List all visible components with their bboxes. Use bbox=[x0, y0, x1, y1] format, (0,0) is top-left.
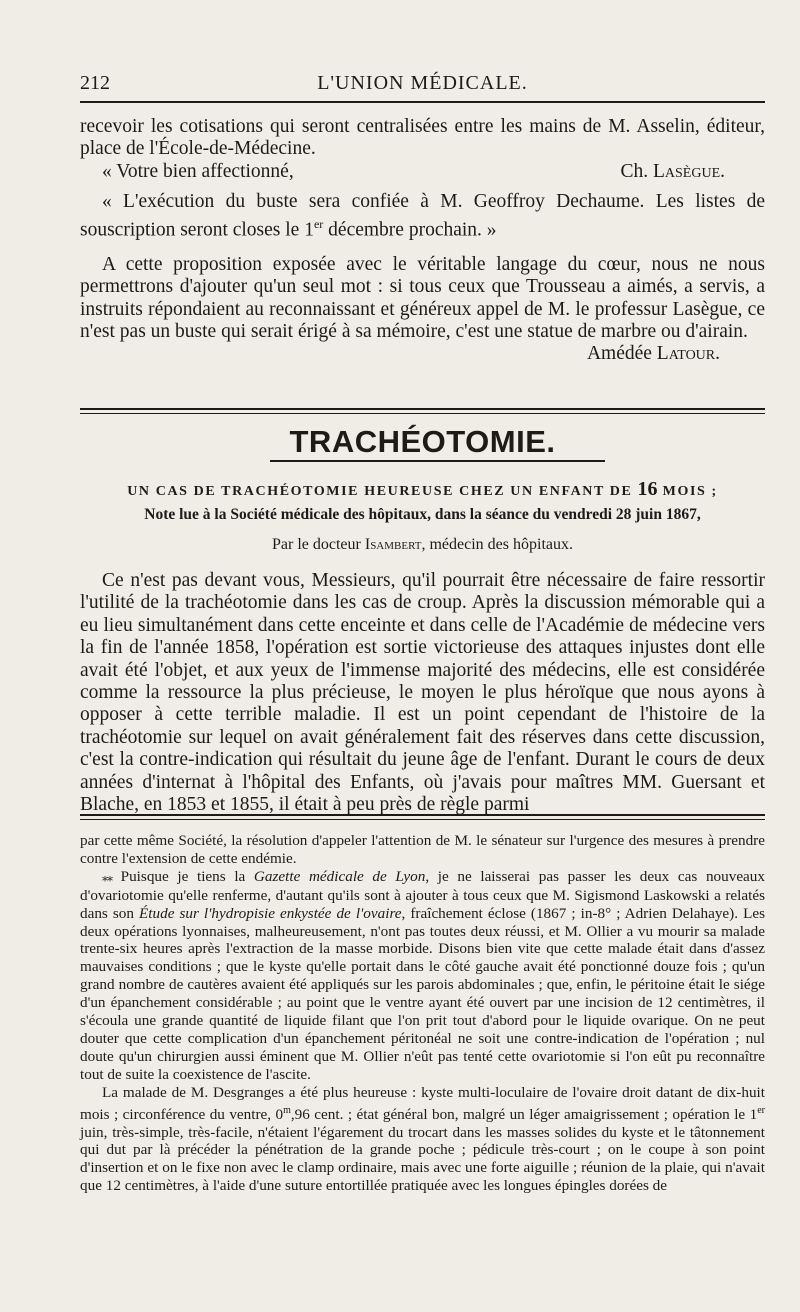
fn3-text-a: La malade de M. Desgranges a été plus heureuse : kyste multi-loculaire de l'ovaire droit datant de dix-huit mois ; circonférence du ventre, 0 bbox=[80, 1083, 765, 1123]
fn2-text-c: , fraîchement éclose (1867 ; in-8° ; Adrien Delahaye). Les deux opérations lyonnaises, malheureusement, n'ont pas toutes deux réussi, et M. Ollier a vu mourir sa malade trente-six heures après l'extraction de la masse morbide. Disons bien vite que cette malade était dans d'assez mauvaises conditions ; que le kyste qu'elle portait dans le côté gauche avait été ponctionné douze fois ; qu'un grand nombre de cautères avaient été appliqués sur les parois abdominales ; que, enfin, le péritoine était le siége d'un épanchement considérable ; au point que le ventre ayant été ouvert par une incision de 12 centimètres, il s'écoula une grande quantité de liquide filant que l'on prit tout d'abord pour le liquide ovarique. On ne peut douter que cette complication d'un épanchement péritonéal ne soit une contre-indication de l'opération ; nul doute qu'un chirurgien aussi éminent que M. Ollier n'eût pas tenté cette ovariotomie si l'on eût pu reconnaître tout de suite la coexistence de l'ascite. bbox=[80, 904, 765, 1083]
intro-text bbox=[80, 116, 765, 365]
asterism-icon: ⁎⁎ bbox=[102, 869, 112, 884]
fn3-text-c: juin, très-simple, très-facile, n'étaient l'égarement du trocart dans les masses solides du kyste et le tâtonnement qui dut par là précéder la pénétration de la grande poche ; pédicule très-court ; on le coupe à son point d'insertion et on le fixe non avec le clamp ordinaire, mais avec une forte aiguille ; réunion de la plaie, qui n'avait que 12 centimètres, à l'aide d'une suture entortillée pratiquée avec les longues épingles dorées de bbox=[80, 1123, 765, 1195]
section-rule-top bbox=[80, 408, 765, 410]
article-heading bbox=[80, 478, 765, 501]
p3-text-a: « L'exécution du buste sera confiée à M. Geoffroy Dechaume. Les listes de souscription seront closes le 1 bbox=[80, 190, 765, 241]
fn2-italic-1: Gazette médicale de Lyon bbox=[253, 867, 426, 885]
fn3-sup-2: er bbox=[757, 1104, 765, 1116]
fn3-text-b: ,96 cent. ; état général bon, malgré un léger amaigrissement ; opération le 1 bbox=[290, 1105, 758, 1123]
footnote-rule-bottom bbox=[80, 819, 765, 820]
section-rule-bottom bbox=[80, 413, 765, 414]
page-number: 212 bbox=[80, 72, 110, 94]
title-underline bbox=[270, 460, 605, 462]
heading-text-b: MOIS ; bbox=[662, 484, 718, 499]
fn3-sup-1: m bbox=[283, 1104, 291, 1116]
journal-title: L'UNION MÉDICALE. bbox=[317, 72, 528, 94]
article-note: Note lue à la Société médicale des hôpitaux, dans la séance du vendredi 28 juin 1867, bbox=[144, 506, 701, 523]
lasegue-signature bbox=[598, 161, 725, 183]
author-name: Isambert bbox=[364, 536, 422, 553]
author-prefix: Par le docteur bbox=[272, 536, 361, 553]
fn2-text-b: , je ne laisserai pas passer les deux cas nouveaux d'ovariotomie qu'elle renferme, d'autant qu'ils sont à ajouter à tous ceux que M. Sigismond Laskowski a relatés dans son bbox=[80, 867, 765, 922]
fn2-italic-2: Étude sur l'hydropisie enkystée de l'ovaire bbox=[139, 904, 402, 922]
closing-phrase: « Votre bien affectionné, bbox=[102, 160, 294, 182]
signature-prefix: Ch. bbox=[620, 160, 649, 182]
signature-last-name: Latour. bbox=[656, 343, 720, 365]
main-paragraph: Ce n'est pas devant vous, Messieurs, qu'il pourrait être nécessaire de faire ressortir l'utilité de la trachéotomie dans les cas de croup. Après la discussion mémorable qui a eu lieu simultanément dans cette enceinte et dans celle de l'Académie de médecine vers la fin de l'année 1858, l'opération est sortie victorieuse des attaques injustes dont elle avait été l'objet, et aux yeux de l'immense majorité des médecins, elle est considérée comme la ressource la plus précieuse, le moyen le plus héroïque que nous ayons à opposer à cette terrible maladie. Il est un point cependant de l'histoire de la trachéotomie sur lequel on avait généralement fait des réserves dans cette discussion, c'est la contre-indication qui résultait du jeune âge de l'enfant. Durant le cours de deux années d'internat à l'hôpital des Enfants, où j'avais pour maîtres MM. Guersant et Blache, en 1853 et 1855, il était à peu près de règle parmi bbox=[80, 570, 765, 816]
footnote-2 bbox=[80, 868, 765, 1084]
page-header bbox=[80, 72, 765, 96]
p3-sup: er bbox=[313, 217, 324, 232]
footnotes bbox=[80, 832, 765, 1195]
main-text bbox=[80, 570, 765, 816]
signature-name: Lasègue. bbox=[652, 160, 725, 182]
intro-paragraph-4: A cette proposition exposée avec le véritable langage du cœur, nous ne nous permettrons d'ajouter qu'un seul mot : si tous ceux que Trousseau a aimés, a servis, a instruits répondaient au reconnaissant et généreux appel de M. le professur Lasègue, ce n'est pas un buste qui serait érigé à sa mémoire, c'est une statue de marbre ou d'airain. bbox=[80, 253, 765, 342]
heading-number: 16 bbox=[637, 478, 658, 500]
article-author bbox=[80, 536, 765, 554]
intro-paragraph-2 bbox=[80, 161, 765, 183]
signature-first-name: Amédée bbox=[586, 343, 652, 365]
p3-text-b: décembre prochain. » bbox=[323, 219, 497, 241]
header-rule bbox=[80, 101, 765, 103]
section-title: TRACHÉOTOMIE. bbox=[289, 424, 556, 459]
footnote-rule-top bbox=[80, 814, 765, 816]
intro-paragraph-1: recevoir les cotisations qui seront centralisées entre les mains de M. Asselin, éditeur, place de l'École-de-Médecine. bbox=[80, 116, 765, 160]
fn2-text-a: Puisque je tiens la bbox=[112, 867, 254, 885]
heading-text-a: UN CAS DE TRACHÉOTOMIE HEUREUSE CHEZ UN ENFANT DE bbox=[127, 484, 633, 499]
footnote-3 bbox=[80, 1084, 765, 1196]
author-suffix: , médecin des hôpitaux. bbox=[421, 536, 573, 553]
latour-signature bbox=[80, 343, 765, 365]
footnote-1: par cette même Société, la résolution d'appeler l'attention de M. le sénateur sur l'urgence des mesures à prendre contre l'extension de cette endémie. bbox=[80, 832, 765, 867]
intro-paragraph-3 bbox=[80, 191, 765, 242]
